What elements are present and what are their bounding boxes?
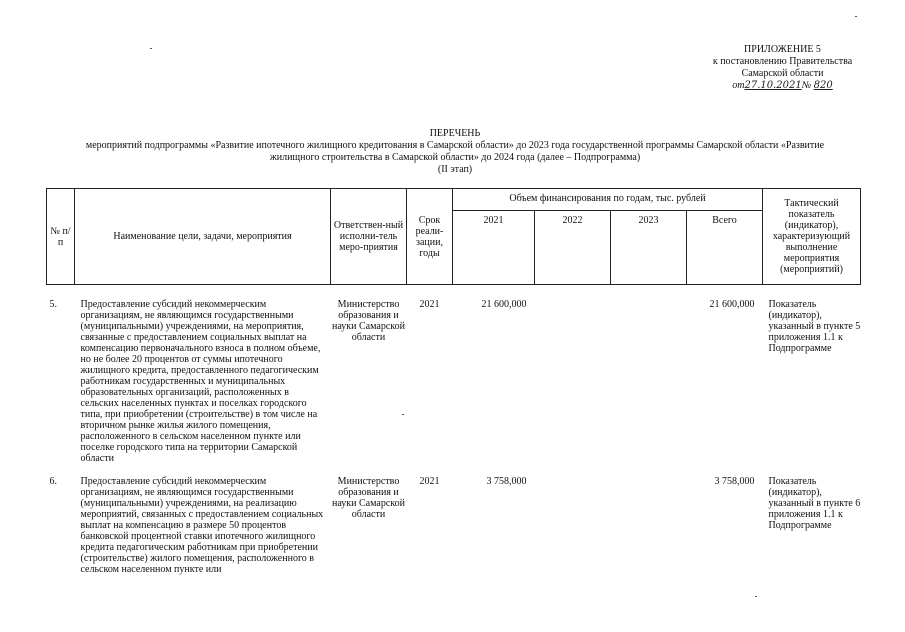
header-term: Срок реали-зации, годы bbox=[407, 189, 453, 285]
header-funding: Объем финансирования по годам, тыс. рублей bbox=[453, 189, 763, 211]
header-num: № п/п bbox=[47, 189, 75, 285]
row-term: 2021 bbox=[419, 475, 440, 487]
row-amount-total: 3 758,000 bbox=[714, 475, 755, 487]
scan-speck bbox=[755, 596, 757, 597]
header-year-2023: 2023 bbox=[611, 211, 687, 285]
scan-speck bbox=[855, 16, 857, 17]
table-row bbox=[47, 476, 861, 575]
title-line-1: мероприятий подпрограммы «Развитие ипотечного жилищного кредитования в Самарской области» до 2023 года государственной программы Самарской области «Развитие bbox=[85, 140, 825, 151]
measures-table bbox=[46, 188, 861, 575]
header-year-2022: 2022 bbox=[535, 211, 611, 285]
appendix-subtitle: к постановлению Правительства bbox=[712, 56, 853, 67]
appendix-title: ПРИЛОЖЕНИЕ 5 bbox=[744, 44, 821, 55]
row-term: 2021 bbox=[419, 298, 440, 310]
number-prefix: № bbox=[801, 80, 812, 91]
row-executor: Министерство образования и науки Самарской области bbox=[332, 298, 405, 343]
handwritten-number: 820 bbox=[813, 80, 833, 91]
header-total: Всего bbox=[687, 211, 763, 285]
row-amount-2021: 21 600,000 bbox=[481, 298, 527, 310]
appendix-date-line bbox=[690, 80, 875, 92]
title-line-2: жилищного строительства в Самарской области» до 2024 года (далее – Подпрограмма) bbox=[269, 152, 641, 163]
row-amount-2022 bbox=[535, 299, 611, 464]
header-executor: Ответствен-ный исполни-тель меро-приятия bbox=[331, 189, 407, 285]
row-amount-2021: 3 758,000 bbox=[486, 475, 527, 487]
appendix-block bbox=[690, 44, 875, 92]
title-heading: ПЕРЕЧЕНЬ bbox=[429, 128, 481, 139]
appendix-region: Самарской области bbox=[741, 68, 824, 79]
title-line-3: (II этап) bbox=[437, 164, 473, 175]
handwritten-date: 27.10.2021 bbox=[744, 80, 802, 91]
row-amount-2022 bbox=[535, 476, 611, 575]
row-indicator: Показатель (индикатор), указанный в пункте 5 приложения 1.1 к Подпрограмме bbox=[768, 298, 861, 354]
row-measure-name: Предоставление субсидий некоммерческим организациям, не являющимся государственными (муниципальными) учреждениями, на мероприятия, связанные с предоставлением социальных выплат на компенсацию первоначального взноса в полном объеме, но не более 20 процентов от суммы ипотечного жилищного кредита, предоставленного педагогическим работникам государственных и муниципальных образовательных организаций, расположенных в сельских населенных пунктах и поселках городского типа, при приобретении (строительстве) в том числе на вторичном рынке жилья жилого помещения, расположенного в сельском населенном пункте или поселке городского типа на территории Самарской области bbox=[80, 298, 321, 464]
row-number: 5. bbox=[49, 298, 57, 310]
table-row bbox=[47, 299, 861, 464]
row-executor: Министерство образования и науки Самарской области bbox=[332, 475, 405, 520]
row-amount-2023 bbox=[611, 299, 687, 464]
row-measure-name: Предоставление субсидий некоммерческим организациям, не являющимся государственными (муниципальными) учреждениями, на реализацию мероприятий, связанных с предоставлением социальных выплат на компенсацию в размере 50 процентов банковской процентной ставки ипотечного жилищного кредита педагогическим работникам при приобретении (строительстве) жилого помещения, расположенного в сельском населенном пункте или bbox=[80, 475, 324, 575]
header-name: Наименование цели, задачи, мероприятия bbox=[75, 189, 331, 285]
scan-speck bbox=[402, 414, 404, 415]
row-amount-2023 bbox=[611, 476, 687, 575]
row-indicator: Показатель (индикатор), указанный в пункте 6 приложения 1.1 к Подпрограмме bbox=[768, 475, 861, 531]
row-amount-total: 21 600,000 bbox=[709, 298, 755, 310]
header-year-2021: 2021 bbox=[453, 211, 535, 285]
scan-speck bbox=[150, 48, 152, 49]
row-number: 6. bbox=[49, 475, 57, 487]
document-title bbox=[40, 128, 870, 176]
header-indicator: Тактический показатель (индикатор), характеризующий выполнение мероприятия (мероприятий) bbox=[763, 189, 861, 285]
date-prefix: от bbox=[732, 80, 745, 91]
